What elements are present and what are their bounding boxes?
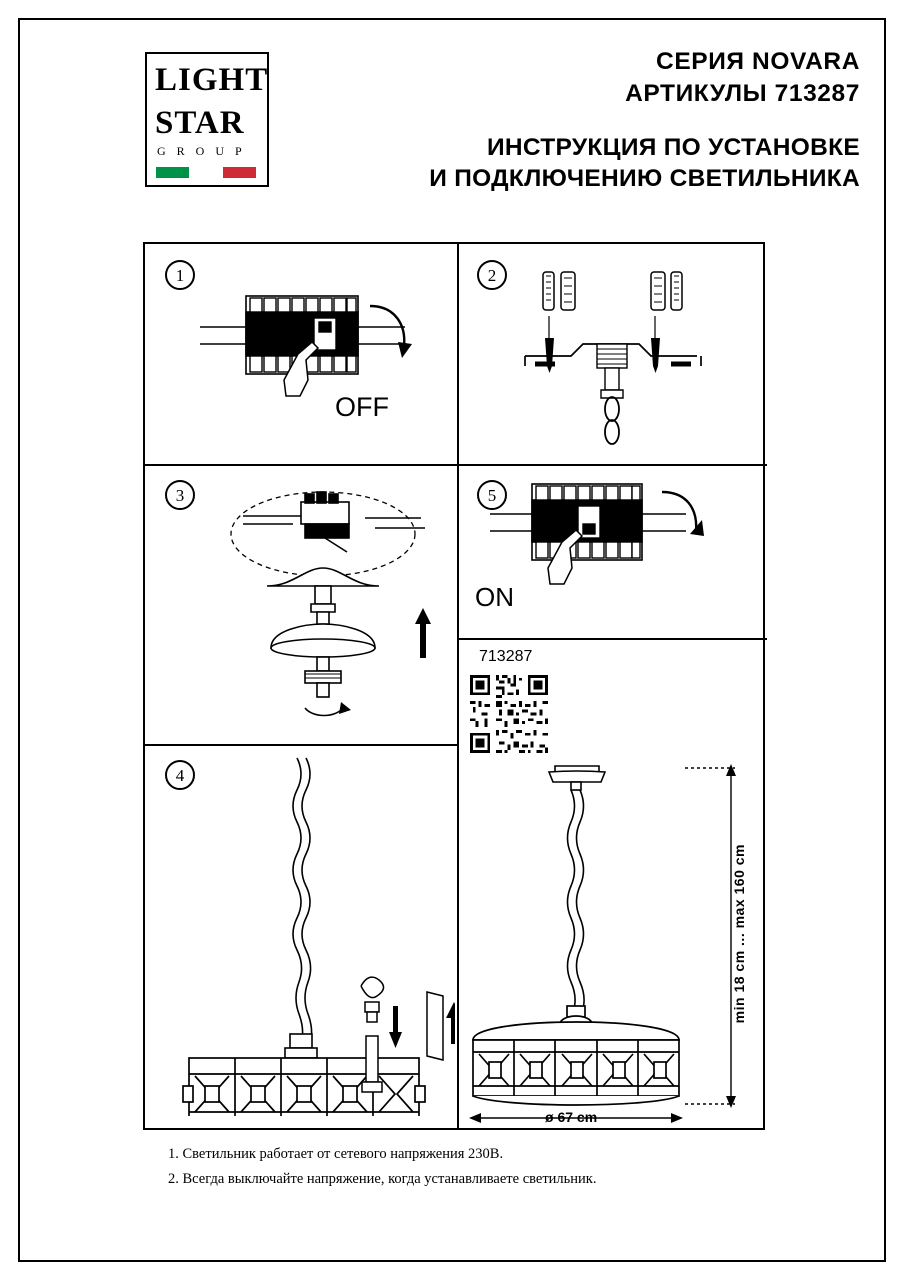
step-number-1: 1 xyxy=(165,260,195,290)
divider-vertical-2 xyxy=(457,640,459,1130)
note-1: 1. Светильник работает от сетевого напряжения 230В. xyxy=(168,1146,504,1162)
divider-horizontal-1 xyxy=(145,464,767,466)
divider-horizontal-2 xyxy=(457,638,767,640)
italian-flag-icon xyxy=(156,167,256,178)
notes-block xyxy=(168,1142,768,1192)
instruction-diagram-frame xyxy=(143,242,765,1130)
qr-code xyxy=(467,672,551,756)
step-1-illustration xyxy=(200,284,455,444)
step-1-off-label: OFF xyxy=(335,392,389,422)
divider-vertical-1 xyxy=(457,244,459,640)
article-title: АРТИКУЛЫ 713287 xyxy=(625,80,860,107)
product-article-label: 713287 xyxy=(479,648,533,665)
step-number-2: 2 xyxy=(477,260,507,290)
divider-horizontal-3 xyxy=(145,744,459,746)
step-5-illustration xyxy=(490,476,730,626)
note-2: 2. Всегда выключайте напряжение, когда устанавливаете светильник. xyxy=(168,1171,597,1187)
step-3-illustration xyxy=(205,476,455,736)
logo-line-2: STAR xyxy=(155,105,245,141)
product-dimension-drawing xyxy=(463,756,763,1124)
diameter-dimension-label: ø 67 cm xyxy=(545,1109,598,1125)
step-2-illustration xyxy=(505,264,725,464)
logo-line-1: LIGHT xyxy=(155,62,269,98)
step-4-illustration xyxy=(165,756,455,1116)
step-number-5: 5 xyxy=(477,480,507,510)
step-number-3: 3 xyxy=(165,480,195,510)
height-dimension-label: min 18 cm ... max 160 cm xyxy=(731,844,747,1024)
series-title: СЕРИЯ NOVARA xyxy=(656,48,860,75)
instruction-line-2: И ПОДКЛЮЧЕНИЮ СВЕТИЛЬНИКА xyxy=(429,165,860,192)
logo-group-word: G R O U P xyxy=(157,144,246,158)
logo xyxy=(145,52,269,187)
step-5-on-label: ON xyxy=(475,582,514,612)
instruction-line-1: ИНСТРУКЦИЯ ПО УСТАНОВКЕ xyxy=(486,134,860,161)
header xyxy=(40,40,864,215)
step-number-4: 4 xyxy=(165,760,195,790)
header-text-block xyxy=(370,46,860,194)
